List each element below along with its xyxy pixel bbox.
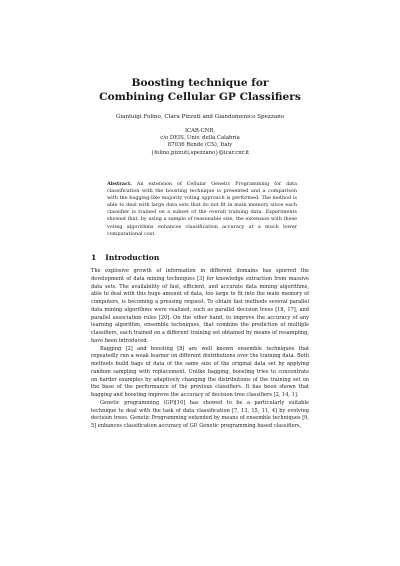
affiliation-email: {folino,pizzuti,spezzano}@icar.cnr.it	[150, 149, 250, 156]
title-line-1: Boosting technique for	[131, 77, 269, 89]
paragraph-2: Bagging [2] and boosting [8] are well known ensemble techniques that repeatedly run a weak learner on different distributions over the training data. Both methods build bags of data of the same size of the original data set by applying random sampling with replacement. Unlike bagging, boosting tries to concentrate on harder examples by adaptively changing the distributions of the training set on the base of the performance of the previous classifiers. It has been shown that bagging and boosting improve the accuracy of decision tree classifiers [2, 14, 1].	[91, 345, 309, 398]
paragraph-1: The explosive growth of information in different domains has spurred the development of data mining techniques [3] for knowledge extraction from massive data sets. The availability of fast, efficient, and accurate data mining algorithms, able to deal with this huge amount of data, too large to fit into the main memory of computers, is becoming a pressing request. To obtain fast methods several parallel data mining algorithms were realized, such as parallel decision trees [18, 17], and parallel association rules [20]. On the other hand, to improve the accuracy of any learning algorithm, ensemble techniques, that combine the prediction of multiple classifiers, each trained on a different training set obtained by means of resampling, have been introduced.	[91, 268, 309, 344]
section-heading	[91, 253, 159, 262]
authors: Gianluigi Folino, Clara Pizzuti and Giandomenico Spezzano	[115, 114, 285, 120]
section-number: 1	[91, 253, 97, 262]
affiliation-line-3: 87036 Rende (CS), Italy	[167, 142, 233, 149]
affiliation	[40, 128, 360, 157]
paragraph-3: Genetic programming (GP)[10] has showed to be a particularly suitable technique to deal with the task of data classification [7, 13, 15, 11, 4] by evolving decision trees. Genetic Programming extended by means of ensemble techniques [9, 5] enhances classification accuracy of GP. Genetic programming based classifiers,	[91, 399, 309, 429]
paper-title	[40, 76, 360, 104]
affiliation-line-2: c/o DEIS, Univ. della Calabria	[160, 135, 240, 142]
abstract-label: Abstract.	[107, 181, 132, 187]
title-line-2: Combining Cellular GP Classifiers	[99, 91, 301, 103]
affiliation-line-1: ICAR-CNR,	[184, 128, 216, 134]
abstract-text: An extension of Cellular Genetic Programming for data classification with the boosting technique is presented and a comparison with the bagging-like majority voting approach is performed. The method is able to deal with large data sets that do not fit in main memory since each classifier is trained on a subset of the overall training data. Experiments showed that, by using a sample of reasonable size, the extension with these voting algorithms enhances classification accuracy at a much lower computational cost.	[107, 181, 297, 237]
abstract	[107, 181, 297, 238]
body-text	[91, 268, 309, 431]
section-title: Introduction	[105, 253, 160, 262]
